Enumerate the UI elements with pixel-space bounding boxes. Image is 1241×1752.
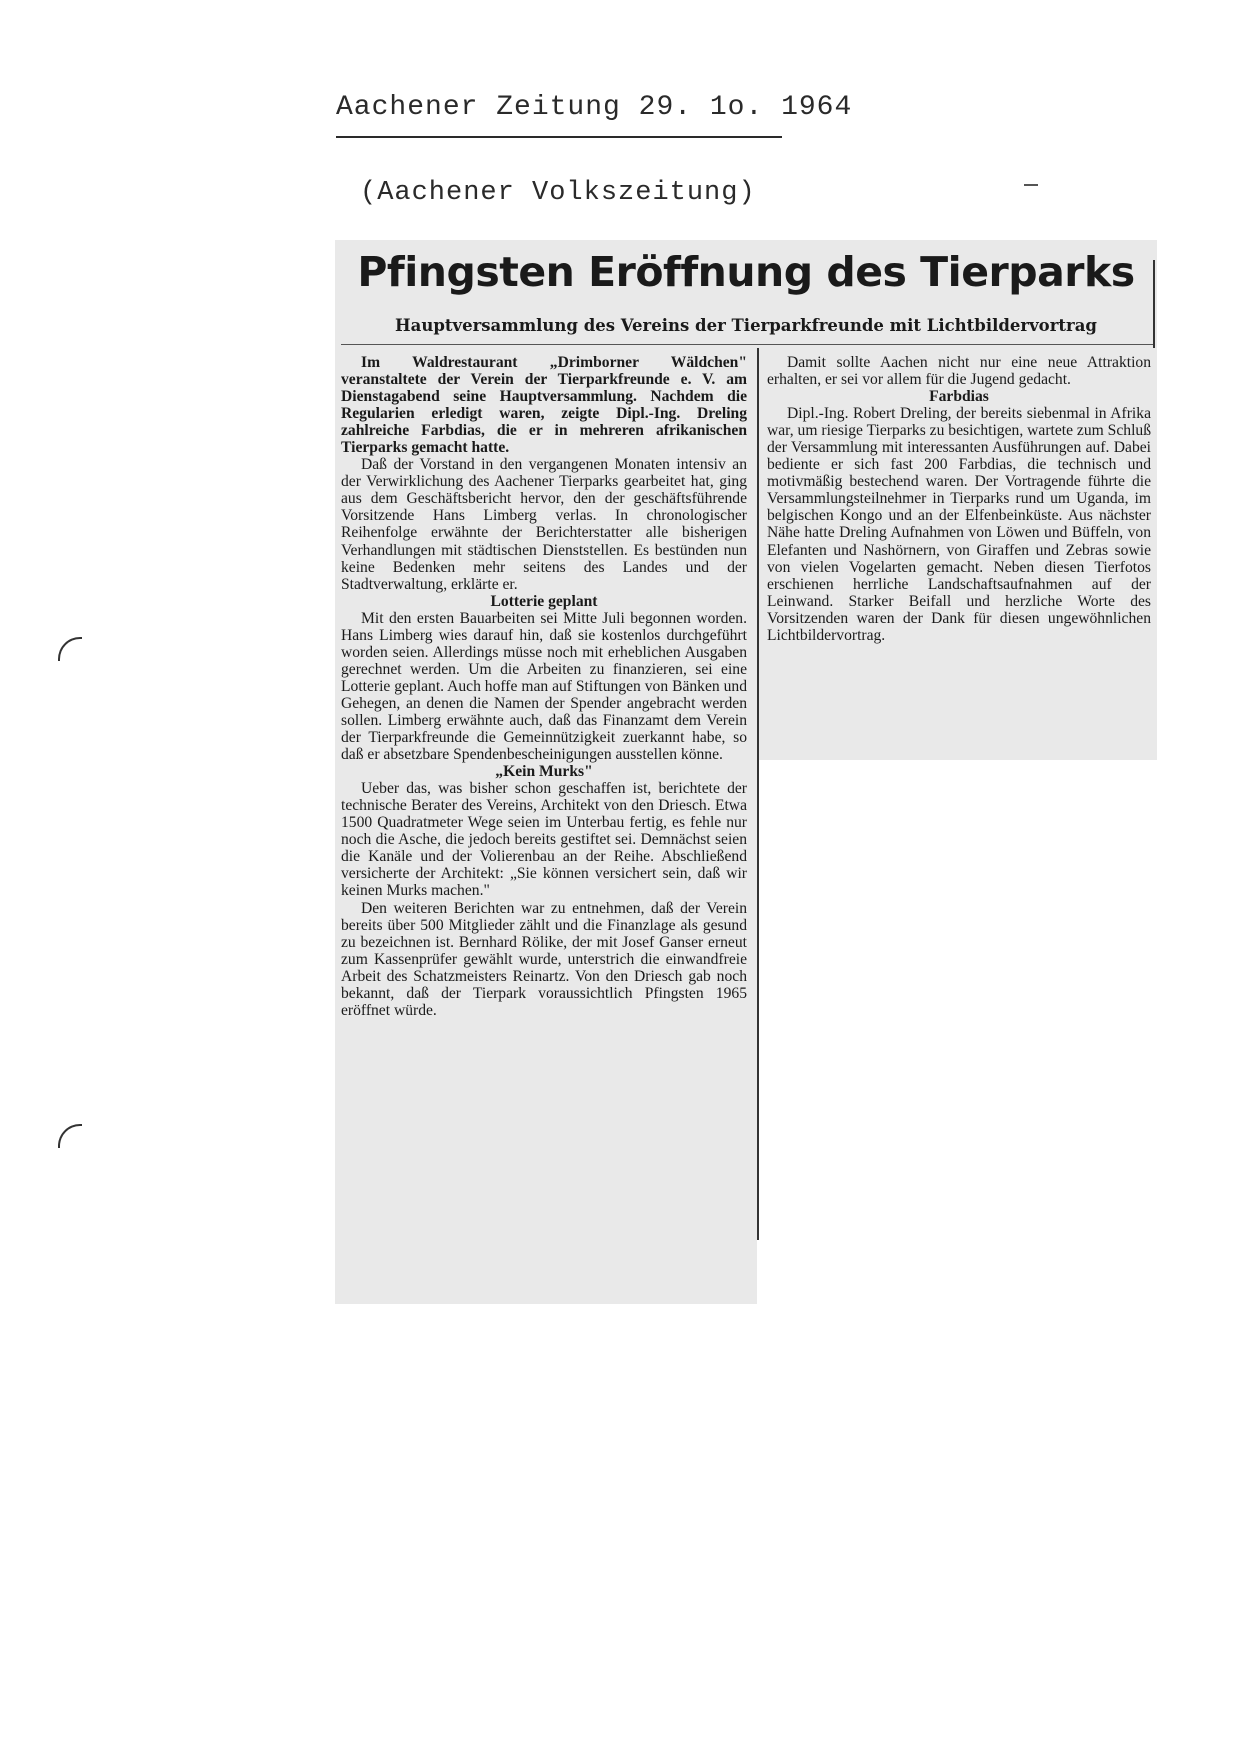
column-divider — [757, 348, 759, 1240]
article-headline: Pfingsten Eröffnung des Tierparks — [357, 248, 1135, 296]
source-underline — [336, 136, 782, 138]
newspaper-clipping — [335, 240, 1157, 1304]
article-lead: Im Waldrestaurant „Drimborner Wäldchen" veranstaltete der Verein der Tierparkfreunde e. V. am Dienstagabend seine Hauptversammlung. Nachdem die Regularien erledigt waren, zeigte Dipl.-Ing. Dreling zahlreiche Farbdias, die er in mehreren afrikanischen Tierparks gemacht hatte. — [341, 354, 747, 457]
article-paragraph: Daß der Vorstand in den vergangenen Monaten intensiv an der Verwirklichung des Aachener Tierparks gearbeitet hat, ging aus dem Geschäftsbericht hervor, den der geschäftsführende Vorsitzende Hans Limberg verlas. In chronologischer Reihenfolge erwähnte der Berichterstatter alle bisherigen Verhandlungen mit städtischen Dienststellen. Es bestünden nun keine Bedenken mehr seitens des Landes und der Stadtverwaltung, erklärte er. — [341, 456, 747, 593]
article-paragraph: Dipl.-Ing. Robert Dreling, der bereits siebenmal in Afrika war, um riesige Tierparks zu besichtigen, wartete zum Schluß der Versammlung mit interessanten Ausführungen auf. Dabei bediente er sich fast 200 Farbdias, die technisch und motivmäßig bestechend waren. Der Vortragende führte die Versammlungsteilnehmer in Tierparks rund um Uganda, im belgischen Kongo und an der Elfenbeinküste. Aus nächster Nähe hatte Dreling Aufnahmen von Löwen und Büffeln, von Elefanten und Nashörnern, von Giraffen und Zebras sowie von vielen Vogelarten gemacht. Neben diesen Tierfotos erschienen herrliche Landschaftsaufnahmen auf der Leinwand. Starker Beifall und herzliche Worte des Vorsitzenden waren der Dank für diesen ungewöhnlichen Lichtbildervortrag. — [767, 405, 1151, 644]
article-paragraph: Ueber das, was bisher schon geschaffen ist, berichtete der technische Berater des Vereins, Architekt von den Driesch. Etwa 1500 Quadratmeter Wege seien im Unterbau fertig, es fehle nur noch die Asche, die jedoch bereits gestiftet sei. Demnächst seien die Kanäle und der Volierenbau an der Reihe. Abschließend versicherte der Architekt: „Sie können versichert sein, daß wir keinen Murks machen." — [341, 780, 747, 900]
article-column-left — [341, 354, 747, 1019]
article-paragraph: Mit den ersten Bauarbeiten sei Mitte Juli begonnen worden. Hans Limberg wies darauf hin, daß sie kostenlos durchgeführt worden seien. Allerdings müsse noch mit erheblichen Ausgaben gerechnet werden. Um die Arbeiten zu finanzieren, sei eine Lotterie geplant. Auch hoffe man auf Stiftungen von Bänken und Gehegen, an denen die Namen der Spender angebracht werden sollen. Limberg erwähnte auch, daß das Finanzamt dem Verein der Tierparkfreunde die Gemeinnützigkeit zuerkannt habe, so daß er absetzbare Spendenbescheinigungen ausstellen könne. — [341, 609, 747, 764]
clipping-source-line: Aachener Zeitung 29. 1o. 1964 — [336, 92, 853, 123]
section-heading: Farbdias — [929, 388, 989, 406]
article-paragraph: Den weiteren Berichten war zu entnehmen, daß der Verein bereits über 500 Mitglieder zählt und die Finanzlage als gesund zu bezeichnen ist. Bernhard Rölike, der mit Josef Ganser erneut zum Kassenprüfer gewählt wurde, unterstrich die einwandfreie Arbeit des Schatzmeisters Reinartz. Von den Driesch gab noch bekannt, daß der Tierpark voraussichtlich Pfingsten 1965 eröffnet würde. — [341, 899, 747, 1019]
section-heading: „Kein Murks" — [495, 763, 593, 781]
section-heading: Lotterie geplant — [490, 592, 598, 610]
punch-hole-mark — [58, 1124, 82, 1148]
article-paragraph: Damit sollte Aachen nicht nur eine neue Attraktion erhalten, er sei vor allem für die Jugend gedacht. — [767, 354, 1151, 389]
punch-hole-mark — [58, 637, 82, 661]
article-subheadline: Hauptversammlung des Vereins der Tierparkfreunde mit Lichtbildervortrag — [395, 316, 1097, 335]
pencil-dash-mark — [1024, 184, 1038, 186]
article-column-right — [767, 354, 1151, 644]
headline-rule — [341, 344, 1153, 345]
clipping-edition-line: (Aachener Volkszeitung) — [360, 178, 756, 208]
